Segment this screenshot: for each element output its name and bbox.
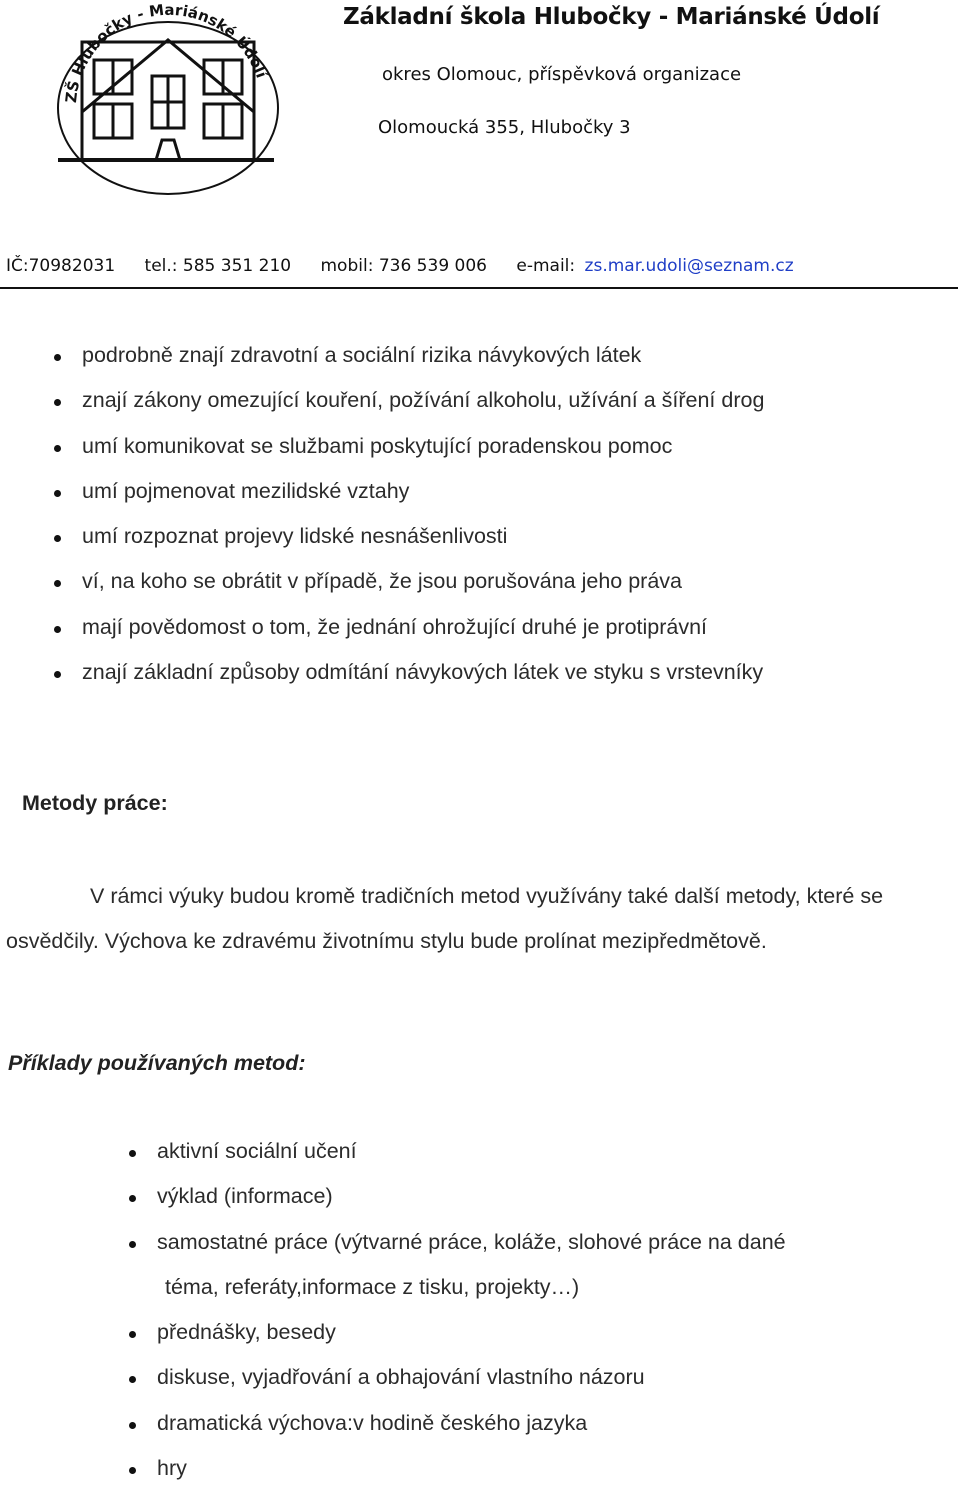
list-item: umí pojmenovat mezilidské vztahy — [82, 479, 764, 524]
list-item: přednášky, besedy — [157, 1320, 786, 1365]
bullet-icon — [54, 354, 61, 361]
school-name: Základní škola Hlubočky - Mariánské Údolí — [343, 4, 880, 30]
examples-list — [157, 1139, 786, 1501]
list-item: ví, na koho se obrátit v případě, že jsou porušována jeho práva — [82, 569, 764, 614]
school-organization-type: okres Olomouc, příspěvková organizace — [382, 64, 742, 85]
email-label: e-mail: — [516, 256, 576, 276]
list-item: mají povědomost o tom, že jednání ohrožující druhé je protiprávní — [82, 615, 764, 660]
list-item: dramatická výchova:v hodině českého jazyka — [157, 1411, 786, 1456]
list-item: výklad (informace) — [157, 1184, 786, 1229]
svg-text:ZŠ Hlubočky - Mariánské Údolí: ZŠ Hlubočky - Mariánské Údolí — [61, 0, 271, 104]
methods-heading: Metody práce: — [22, 791, 168, 815]
list-item: znají zákony omezující kouření, požívání alkoholu, užívání a šíření drog — [82, 388, 764, 433]
bullet-icon — [129, 1467, 136, 1474]
school-logo — [52, 0, 280, 198]
company-id: IČ:70982031 — [6, 256, 116, 276]
list-item: umí komunikovat se službami poskytující poradenskou pomoc — [82, 434, 764, 479]
bullet-icon — [54, 490, 61, 497]
list-item: podrobně znají zdravotní a sociální rizika návykových látek — [82, 343, 764, 388]
list-item: hry — [157, 1456, 786, 1501]
bullet-icon — [54, 671, 61, 678]
list-item-continuation: téma, referáty,informace z tisku, projekty…) — [165, 1274, 580, 1299]
bullet-icon — [54, 445, 61, 452]
bullet-icon — [54, 399, 61, 406]
methods-paragraph: V rámci výuky budou kromě tradičních metod využívány také další metody, které se osvědčily. Výchova ke zdravému životnímu stylu bude prolínat mezipředmětově. — [6, 884, 884, 953]
outcomes-list — [82, 343, 764, 705]
bullet-icon — [54, 580, 61, 587]
list-item: samostatné práce (výtvarné práce, koláže, slohové práce na dané — [157, 1230, 786, 1275]
school-address: Olomoucká 355, Hlubočky 3 — [378, 117, 631, 138]
bullet-icon — [54, 535, 61, 542]
bullet-icon — [129, 1241, 136, 1248]
contact-line — [6, 256, 794, 276]
list-item: aktivní sociální učení — [157, 1139, 786, 1184]
bullet-icon — [129, 1422, 136, 1429]
header-divider — [0, 287, 958, 289]
bullet-icon — [129, 1195, 136, 1202]
mobile-number: mobil: 736 539 006 — [320, 256, 487, 276]
list-item: znají základní způsoby odmítání návykových látek ve styku s vrstevníky — [82, 660, 764, 705]
email-link[interactable]: zs.mar.udoli@seznam.cz — [584, 256, 794, 276]
bullet-icon — [129, 1376, 136, 1383]
examples-heading: Příklady používaných metod: — [8, 1051, 306, 1075]
bullet-icon — [129, 1331, 136, 1338]
phone-number: tel.: 585 351 210 — [144, 256, 292, 276]
list-item: diskuse, vyjadřování a obhajování vlastního názoru — [157, 1365, 786, 1410]
bullet-icon — [129, 1150, 136, 1157]
bullet-icon — [54, 626, 61, 633]
list-item: umí rozpoznat projevy lidské nesnášenlivosti — [82, 524, 764, 569]
